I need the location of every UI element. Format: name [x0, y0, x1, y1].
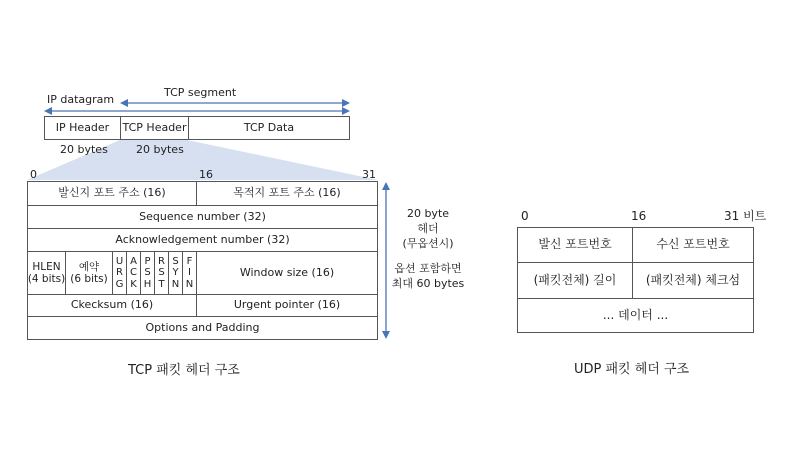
flag-char: N: [185, 278, 194, 290]
reserved-label: 예약: [78, 260, 100, 273]
note-line: 헤더: [417, 222, 439, 235]
flag-char: G: [115, 278, 124, 290]
udp-length-field: (패킷전체) 길이: [518, 262, 632, 298]
tcp-bit-16: 16: [199, 168, 213, 181]
flag-char: R: [116, 267, 123, 279]
dest-port-field: 목적지 포트 주소 (16): [196, 182, 377, 205]
udp-data-field: ... 데이터 ...: [518, 298, 753, 332]
tcp-caption: TCP 패킷 헤더 구조: [128, 363, 240, 378]
note-line: 옵션 포함하면: [394, 262, 462, 275]
flag-char: C: [130, 267, 137, 279]
flag-char: U: [115, 255, 124, 267]
reserved-size: (6 bits): [70, 273, 108, 285]
udp-bit-0: 0: [521, 209, 529, 223]
ip-header-cell: IP Header: [55, 120, 110, 134]
udp-checksum-field: (패킷전체) 체크섬: [632, 262, 753, 298]
ip-header-size: 20 bytes: [60, 143, 108, 156]
flag-char: Y: [172, 267, 179, 279]
udp-source-port-field: 발신 포트번호: [538, 237, 612, 252]
udp-caption: UDP 패킷 헤더 구조: [574, 362, 690, 377]
tcp-segment-label: TCP segment: [164, 86, 237, 99]
tcp-header-size: 20 bytes: [136, 143, 184, 156]
hlen-size: (4 bits): [27, 273, 66, 285]
tcp-header-table: [27, 181, 378, 340]
flag-urg: [112, 252, 126, 294]
flag-char: S: [172, 255, 179, 267]
flag-fin: [182, 252, 196, 294]
ip-datagram-arrow: [44, 107, 350, 115]
options-field: Options and Padding: [28, 316, 377, 339]
flag-ack: [126, 252, 140, 294]
tcp-data-cell: TCP Data: [188, 117, 349, 139]
flag-psh: [140, 252, 154, 294]
tcp-bit-0: 0: [30, 168, 37, 181]
flag-char: K: [130, 278, 137, 290]
note-line: (무옵션시): [402, 237, 454, 250]
flag-char: S: [144, 267, 151, 279]
udp-bit-16: 16: [631, 209, 647, 223]
tcp-segment-arrow: [120, 99, 350, 107]
udp-dest-port-field: 수신 포트번호: [632, 228, 753, 262]
udp-bit-31: 31 비트: [724, 209, 767, 223]
tcp-header-cell: TCP Header: [120, 117, 188, 139]
source-port-field: 발신지 포트 주소 (16): [58, 186, 166, 200]
flag-rst: [154, 252, 168, 294]
flag-char: R: [158, 255, 165, 267]
udp-header-table: [517, 227, 754, 333]
note-line: 최대 60 bytes: [391, 277, 465, 290]
header-size-note: [388, 206, 468, 291]
flag-char: T: [158, 278, 165, 290]
reserved-field: [65, 251, 112, 294]
note-line: 20 byte: [406, 207, 450, 220]
flag-char: H: [143, 278, 152, 290]
ack-number-field: Acknowledgement number (32): [28, 228, 377, 251]
flag-char: I: [188, 267, 191, 279]
urgent-pointer-field: Urgent pointer (16): [196, 294, 377, 316]
sequence-number-field: Sequence number (32): [28, 205, 377, 228]
flag-char: S: [158, 267, 165, 279]
hlen-label: HLEN: [32, 260, 61, 273]
window-size-field: Window size (16): [196, 251, 377, 294]
tcp-bit-31: 31: [362, 168, 376, 181]
flag-char: N: [171, 278, 180, 290]
flags-group: [112, 251, 196, 294]
flag-char: F: [186, 255, 193, 267]
segment-overview: [44, 116, 350, 140]
checksum-field: Ckecksum (16): [28, 294, 196, 316]
flag-char: A: [130, 255, 137, 267]
hlen-field: [28, 251, 65, 294]
flag-syn: [168, 252, 182, 294]
flag-char: P: [144, 255, 151, 267]
ip-datagram-label: IP datagram: [47, 93, 115, 106]
